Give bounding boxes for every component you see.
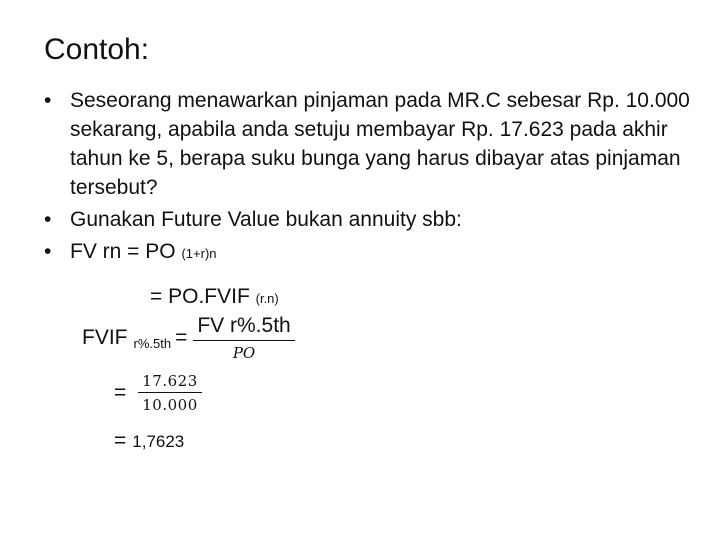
fvif-line: [150, 283, 279, 313]
fvif-fraction: [193, 314, 294, 362]
bullet-item: [44, 86, 694, 202]
bullet-text: Gunakan Future Value bukan annuity sbb:: [70, 208, 462, 231]
fvif-subscript: r%.5th: [133, 335, 172, 351]
fv-formula-sub: (1+r)n: [181, 246, 217, 261]
slide-title: Contoh:: [44, 33, 150, 66]
bullet-icon: •: [44, 240, 52, 263]
fvif-numerator: FV r%.5th: [197, 314, 291, 337]
fvif-definition: [82, 314, 295, 362]
equals-sign: =: [114, 429, 127, 452]
result-value: 1,7623: [132, 432, 185, 451]
bullet-list: [44, 86, 694, 268]
bullet-icon: •: [44, 208, 52, 231]
bullet-text: Seseorang menawarkan pinjaman pada MR.C sebesar Rp. 10.000 sekarang, apabila anda setuju membayar Rp. 17.623 pada akhir tahun ke 5, berapa suku bunga yang harus dibayar atas pinjaman tersebut?: [70, 89, 690, 199]
fvif-line-main: = PO.FVIF: [150, 285, 250, 308]
calculation-numerator: 17.623: [142, 372, 198, 390]
fvif-line-sub: (r.n): [255, 291, 279, 306]
calculation-fraction: [138, 372, 202, 414]
equals-sign: =: [114, 381, 127, 404]
bullet-item-formula: [44, 237, 694, 268]
fv-formula-main: FV rn = PO: [70, 240, 176, 263]
fvif-denominator: PO: [232, 344, 256, 362]
bullet-icon: •: [44, 89, 52, 112]
result-row: [114, 429, 184, 453]
bullet-item: [44, 205, 694, 234]
calculation-fraction-row: [114, 372, 202, 414]
fvif-equals: =: [175, 326, 188, 349]
calculation-denominator: 10.000: [142, 396, 198, 414]
fvif-label: FVIF: [82, 326, 128, 349]
